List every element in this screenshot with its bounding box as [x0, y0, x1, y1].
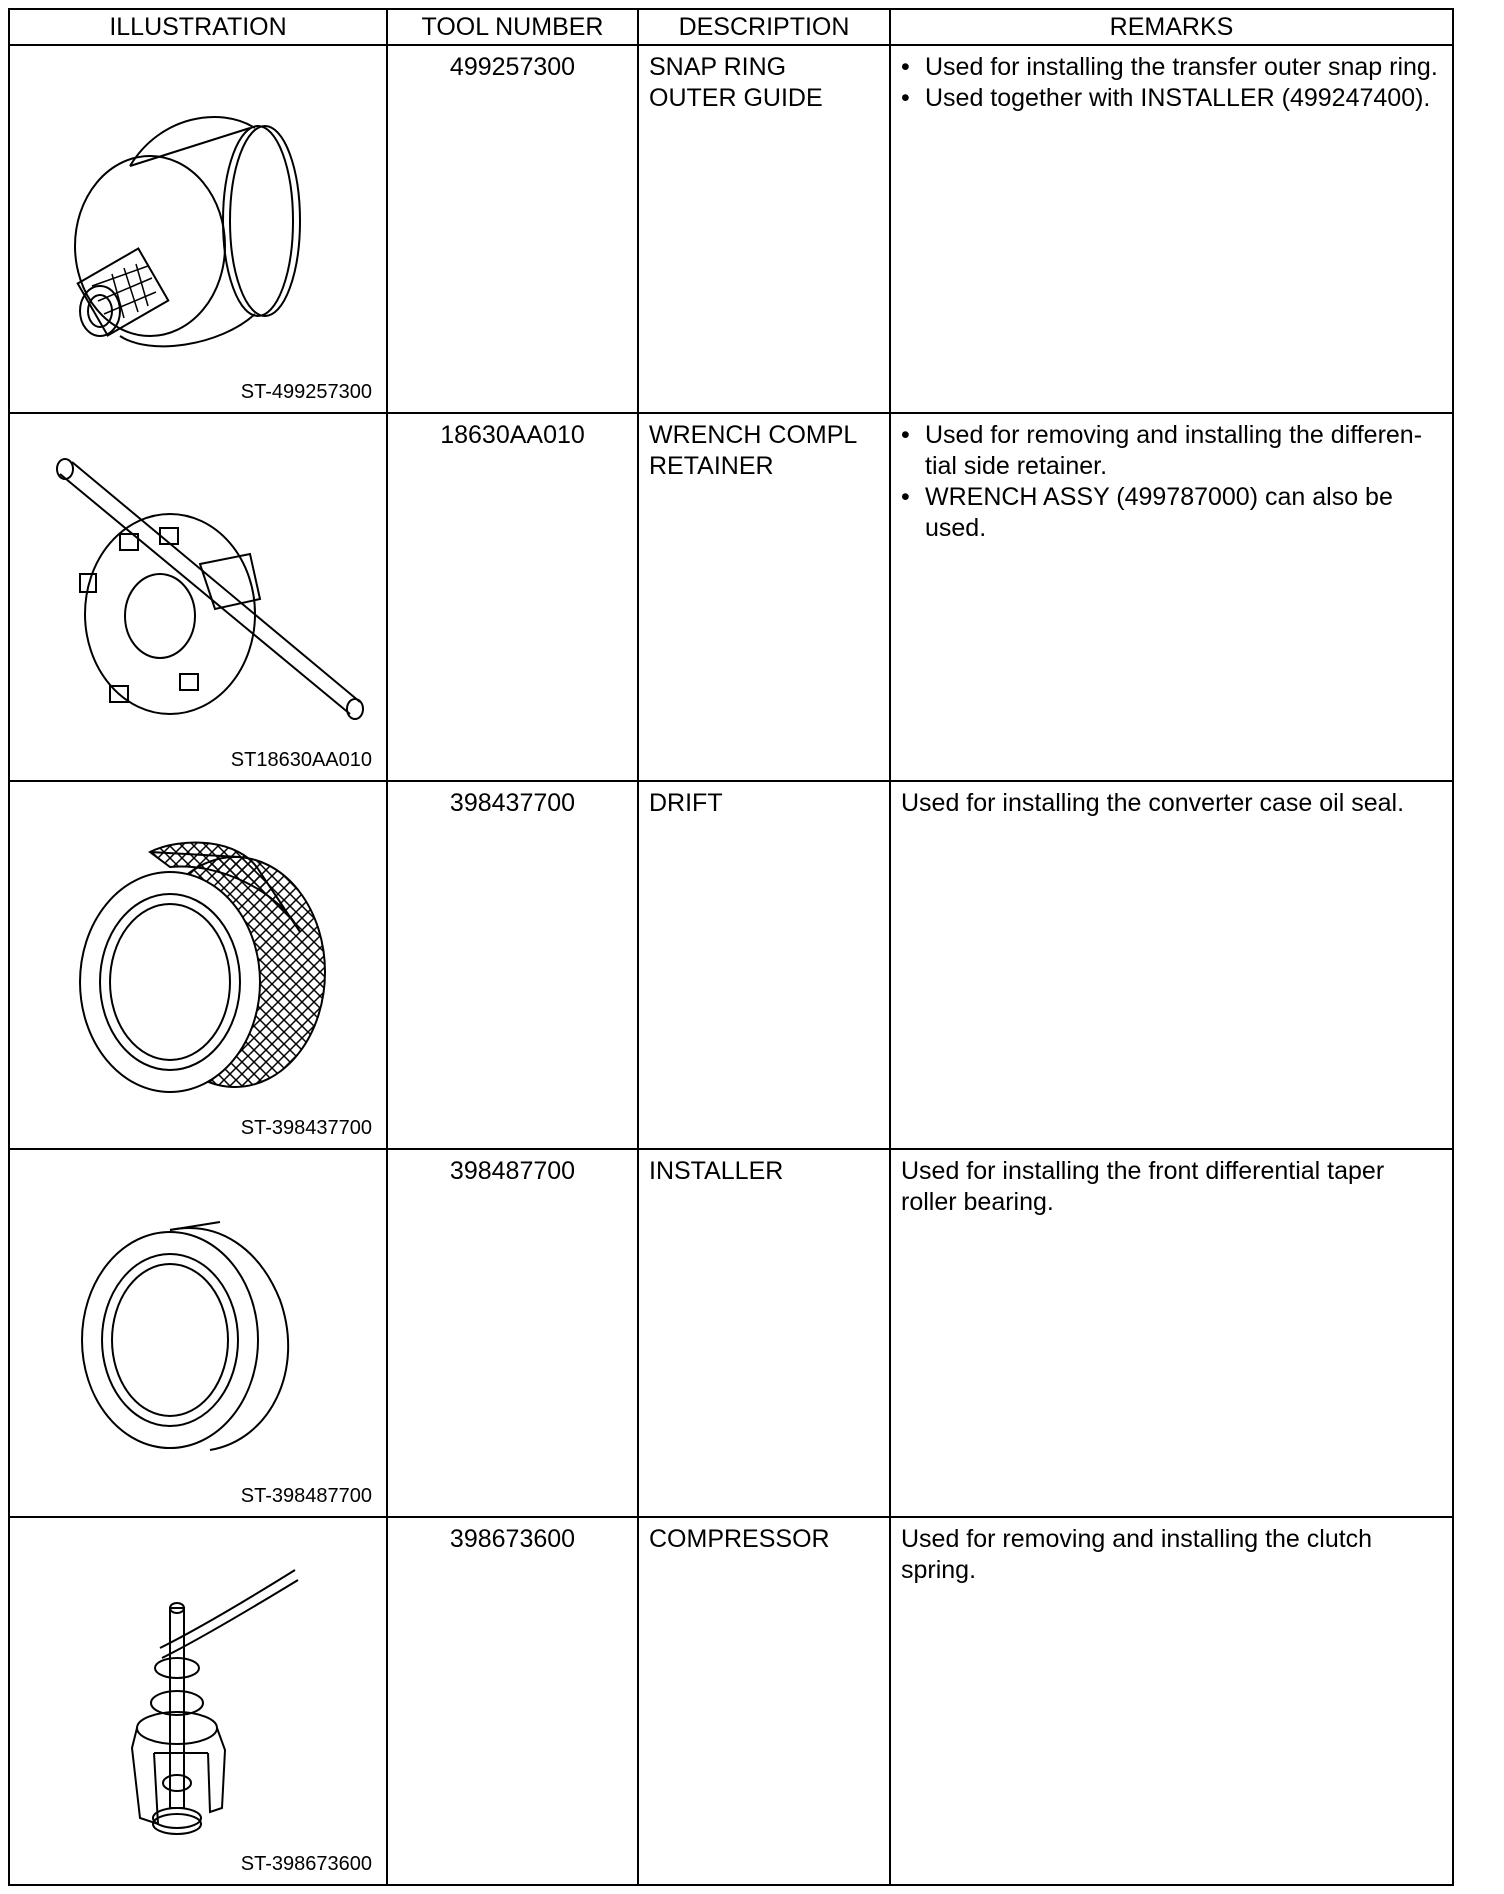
- remark-text: Used for removing and installing the clutch spring.: [901, 1525, 1373, 1584]
- description-cell: [638, 1517, 890, 1885]
- remark-item: • Used together with INSTALLER (499247400).: [901, 83, 1442, 114]
- remark-text: Used for installing the transfer outer snap ring.: [925, 53, 1438, 81]
- description-line: WRENCH COMPL: [649, 421, 858, 449]
- table-row: [9, 781, 1453, 1149]
- remarks-cell: [890, 1149, 1453, 1517]
- tool-number-cell: 398437700: [387, 781, 638, 1149]
- header-description: DESCRIPTION: [638, 9, 890, 45]
- table-row: [9, 413, 1453, 781]
- illustration-cell: [9, 781, 387, 1149]
- tool-number-cell: 398673600: [387, 1517, 638, 1885]
- illustration-caption: ST-398437700: [240, 1117, 372, 1139]
- remarks-cell: [890, 45, 1453, 413]
- snap-ring-guide-drawing: [20, 56, 376, 376]
- header-illustration: ILLUSTRATION: [9, 9, 387, 45]
- table-row: [9, 45, 1453, 413]
- remarks-cell: [890, 413, 1453, 781]
- tool-number-cell: 18630AA010: [387, 413, 638, 781]
- special-tools-table: [8, 8, 1454, 1886]
- description-cell: [638, 781, 890, 1149]
- remark-text: Used for installing the converter case oil seal.: [901, 789, 1405, 817]
- description-line: SNAP RING: [649, 53, 787, 81]
- table-row: [9, 1517, 1453, 1885]
- header-remarks: REMARKS: [890, 9, 1453, 45]
- illustration-cell: [9, 45, 387, 413]
- compressor-drawing: [20, 1528, 376, 1848]
- description-line: INSTALLER: [649, 1157, 784, 1185]
- illustration-caption: ST-398673600: [240, 1853, 372, 1875]
- remarks-cell: [890, 1517, 1453, 1885]
- remark-text: Used together with INSTALLER (499247400).: [925, 84, 1431, 112]
- installer-drawing: [20, 1160, 376, 1480]
- wrench-drawing: [20, 424, 376, 744]
- illustration-cell: [9, 413, 387, 781]
- remark-item: • Used for installing the transfer outer snap ring.: [901, 52, 1442, 83]
- remarks-cell: [890, 781, 1453, 1149]
- drift-drawing: [20, 792, 376, 1112]
- tool-number-cell: 398487700: [387, 1149, 638, 1517]
- illustration-cell: [9, 1149, 387, 1517]
- header-tool-number: TOOL NUMBER: [387, 9, 638, 45]
- illustration-cell: [9, 1517, 387, 1885]
- table-row: [9, 1149, 1453, 1517]
- tool-number-cell: 499257300: [387, 45, 638, 413]
- remark-text: Used for installing the front differential taper roller bearing.: [901, 1157, 1385, 1216]
- remark-text: WRENCH ASSY (499787000) can also be used.: [925, 483, 1393, 542]
- header-row: [9, 9, 1453, 45]
- description-cell: [638, 413, 890, 781]
- description-line: OUTER GUIDE: [649, 84, 823, 112]
- remark-text: Used for removing and installing the differen-tial side retainer.: [925, 421, 1423, 480]
- illustration-caption: ST-398487700: [240, 1485, 372, 1507]
- description-cell: [638, 1149, 890, 1517]
- description-line: COMPRESSOR: [649, 1525, 830, 1553]
- remark-item: • WRENCH ASSY (499787000) can also be used.: [901, 482, 1442, 544]
- description-cell: [638, 45, 890, 413]
- illustration-caption: ST18630AA010: [230, 749, 372, 771]
- description-line: RETAINER: [649, 452, 774, 480]
- illustration-caption: ST-499257300: [240, 381, 372, 403]
- remark-item: • Used for removing and installing the differen-tial side retainer.: [901, 420, 1442, 482]
- description-line: DRIFT: [649, 789, 723, 817]
